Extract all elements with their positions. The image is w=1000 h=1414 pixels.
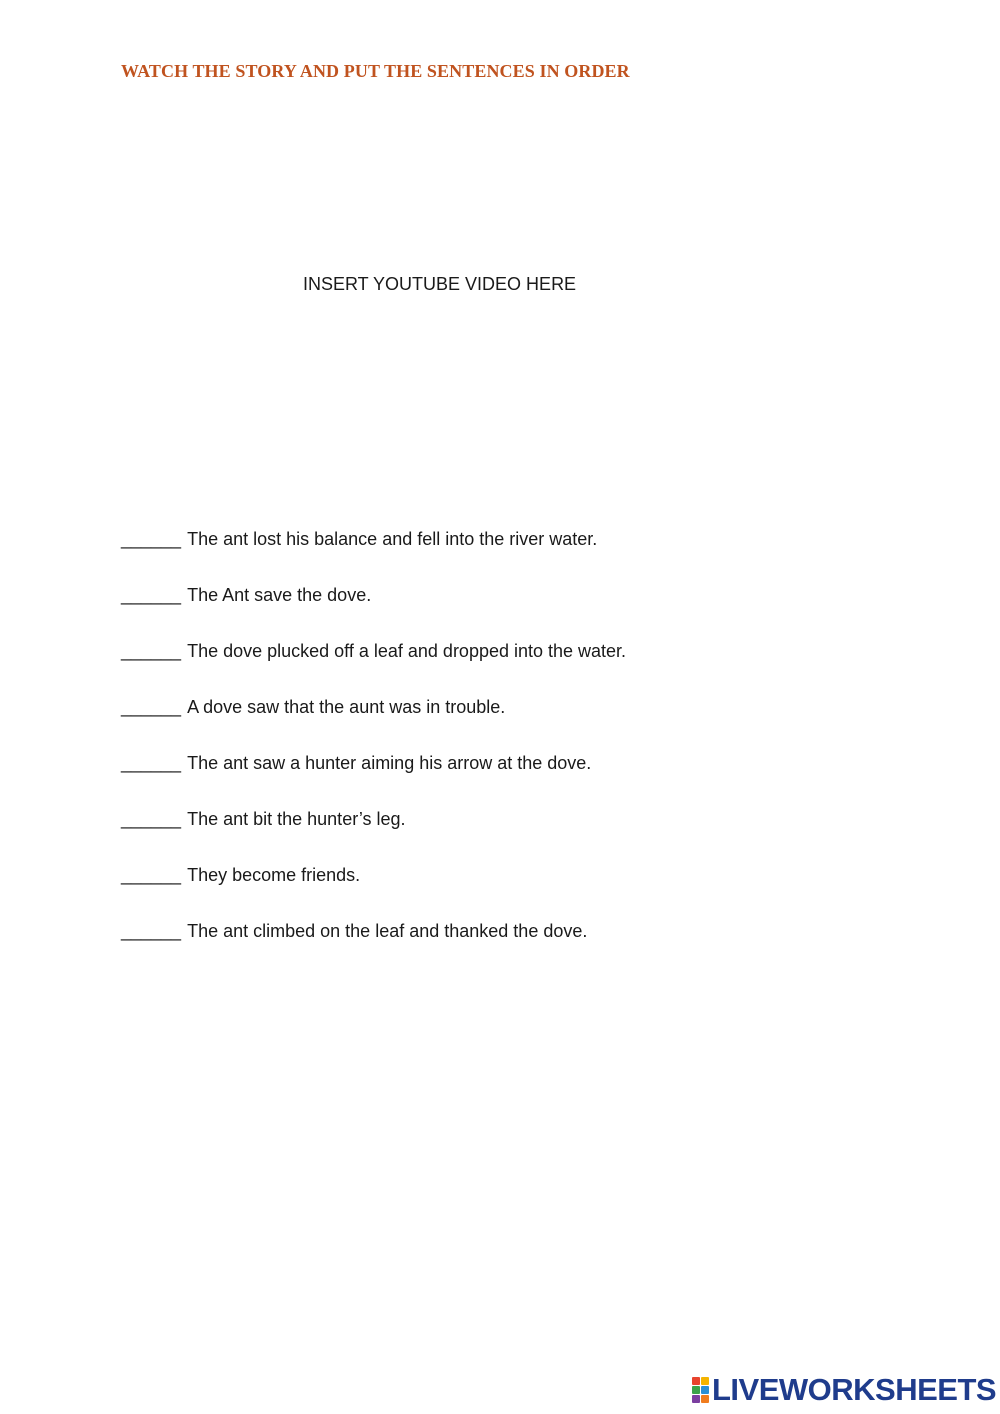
sentence-text: The Ant save the dove. (187, 585, 372, 605)
logo-cell (701, 1395, 709, 1403)
sentence-item (121, 583, 626, 639)
logo-cell (692, 1395, 700, 1403)
sentence-text: The ant bit the hunter’s leg. (187, 809, 406, 829)
logo-cell (701, 1377, 709, 1385)
liveworksheets-logo-icon (692, 1377, 709, 1403)
sentence-item (121, 527, 626, 583)
order-blank[interactable]: ______ (121, 697, 182, 717)
sentence-item (121, 863, 626, 919)
logo-text: LIVEWORKSHEETS (712, 1372, 997, 1407)
order-blank[interactable]: ______ (121, 529, 182, 549)
worksheet-title: WATCH THE STORY AND PUT THE SENTENCES IN ORDER (121, 61, 630, 81)
sentence-text: The ant saw a hunter aiming his arrow at the dove. (187, 753, 592, 773)
order-blank[interactable]: ______ (121, 865, 182, 885)
sentence-item (121, 919, 626, 975)
order-blank[interactable]: ______ (121, 585, 182, 605)
sentence-text: The ant climbed on the leaf and thanked the dove. (187, 921, 588, 941)
order-blank[interactable]: ______ (121, 641, 182, 661)
sentence-item (121, 695, 626, 751)
order-blank[interactable]: ______ (121, 809, 182, 829)
sentence-list (121, 527, 626, 975)
liveworksheets-logo[interactable] (692, 1374, 996, 1406)
sentence-text: The dove plucked off a leaf and dropped into the water. (187, 641, 627, 661)
video-placeholder: INSERT YOUTUBE VIDEO HERE (303, 274, 577, 294)
logo-cell (692, 1386, 700, 1394)
sentence-text: The ant lost his balance and fell into the river water. (187, 529, 598, 549)
logo-cell (692, 1377, 700, 1385)
sentence-item (121, 807, 626, 863)
sentence-text: They become friends. (187, 865, 361, 885)
sentence-item (121, 639, 626, 695)
order-blank[interactable]: ______ (121, 921, 182, 941)
sentence-item (121, 751, 626, 807)
logo-cell (701, 1386, 709, 1394)
sentence-text: A dove saw that the aunt was in trouble. (187, 697, 506, 717)
order-blank[interactable]: ______ (121, 753, 182, 773)
